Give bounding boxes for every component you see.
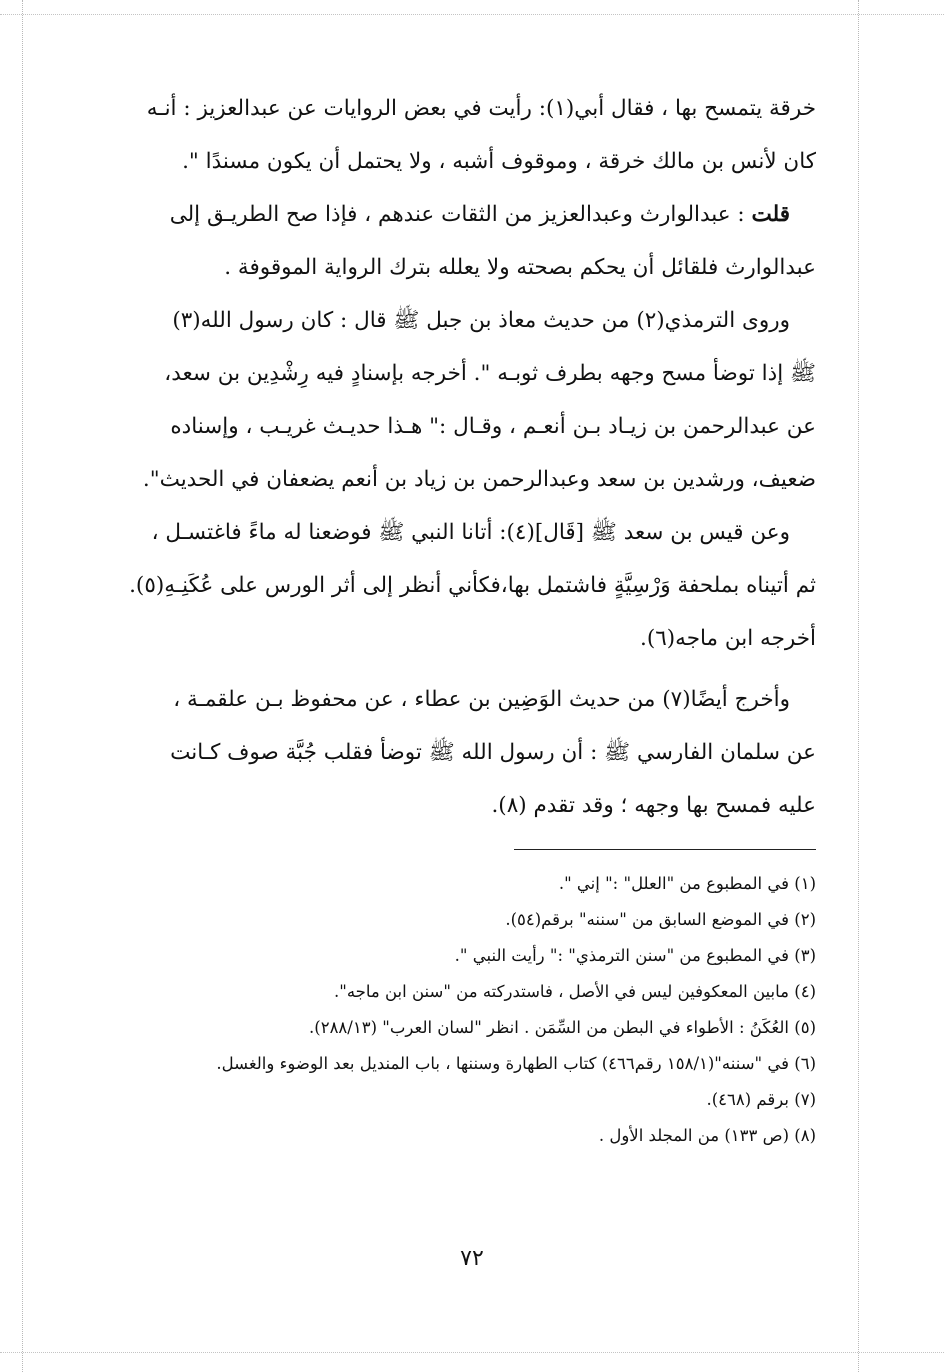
text-line: كان لأنس بن مالك خرقة ، وموقوف أشبه ، ولا يحتمل أن يكون مسندًا ". xyxy=(182,149,816,174)
paragraph-3 xyxy=(98,294,816,506)
text-line: وعن قيس بن سعد ﷺ [قَال](٤): أتانا النبي ﷺ فوضعنا له ماءً فاغتسـل ، xyxy=(151,520,790,545)
text-line: عن عبدالرحمن بن زيـاد بـن أنعـم ، وقـال :" هـذا حديـث غريـب ، وإسناده xyxy=(170,414,816,439)
footnote: (٤) مابين المعكوفين ليس في الأصل ، فاستدركته من "سنن ابن ماجه". xyxy=(334,982,816,1001)
text-line: أخرجه ابن ماجه(٦). xyxy=(639,626,816,651)
page-number: ٧٢ xyxy=(460,1246,484,1271)
text-line: وروى الترمذي(٢) من حديث معاذ بن جبل ﷺ قال : كان رسول الله(٣) xyxy=(172,308,790,333)
text-line: وأخرج أيضًا(٧) من حديث الوَضِين بن عطاء ، عن محفوظ بـن علقمـة ، xyxy=(173,687,790,712)
paragraph-5 xyxy=(98,673,816,832)
footnote-separator xyxy=(514,849,816,850)
guide-line-bottom xyxy=(0,1352,944,1353)
text-line: خرقة يتمسح بها ، فقال أبي(١): رأيت في بعض الروايات عن عبدالعزيز : أنـه xyxy=(146,96,816,121)
footnote: (٣) في المطبوع من "سنن الترمذي" :" رأيت النبي ". xyxy=(454,946,816,965)
footnote: (٦) في "سننه"(١٥٨/١ رقم٤٦٦) كتاب الطهارة وسننها ، باب المنديل بعد الوضوء والغسل. xyxy=(216,1054,816,1073)
text-line: ضعيف، ورشدين بن سعد وعبدالرحمن بن زياد بن أنعم يضعفان في الحديث". xyxy=(142,467,816,492)
text-line: ﷺ إذا توضأ مسح وجهه بطرف ثوبـه ". أخرجه بإسنادٍ فيه رِشْدِين بن سعد، xyxy=(164,361,816,386)
footnote: (٥) العُكَنُ : الأطواء في البطن من السِّمَن . انظر "لسان العرب" (٢٨٨/١٣). xyxy=(309,1018,816,1037)
footnote: (٧) برقم (٤٦٨). xyxy=(706,1090,816,1109)
paragraph-4 xyxy=(98,506,816,665)
text-line: عليه فمسح بها وجهه ؛ وقد تقدم (٨). xyxy=(491,793,816,818)
text-line: عن سلمان الفارسي ﷺ : أن رسول الله ﷺ توضأ فقلب جُبَّة صوف كـانت xyxy=(170,740,816,765)
paragraph-1 xyxy=(98,82,816,188)
footnotes xyxy=(98,866,816,1154)
qultu-lead: قلت xyxy=(751,202,790,227)
footnote: (١) في المطبوع من "العلل" :" إني ". xyxy=(558,874,816,893)
guide-line-left xyxy=(22,0,23,1372)
main-text xyxy=(98,82,816,832)
text-line: عبدالوارث فلقائل أن يحكم بصحته ولا يعلله بترك الرواية الموقوفة . xyxy=(224,255,816,280)
text-line: : عبدالوارث وعبدالعزيز من الثقات عندهم ، فإذا صح الطريـق إلى xyxy=(169,202,752,227)
footnote: (٨) (ص ١٣٣) من المجلد الأول . xyxy=(598,1126,816,1145)
guide-line-right xyxy=(858,0,859,1372)
guide-line-top xyxy=(0,14,944,15)
text-line: ثم أتيناه بملحفة وَرْسِيَّةٍ فاشتمل بها،فكأني أنظر إلى أثر الورس على عُكَنِـهِ(٥). xyxy=(129,573,816,598)
paragraph-2 xyxy=(98,188,816,294)
footnote: (٢) في الموضع السابق من "سننه" برقم(٥٤). xyxy=(505,910,816,929)
